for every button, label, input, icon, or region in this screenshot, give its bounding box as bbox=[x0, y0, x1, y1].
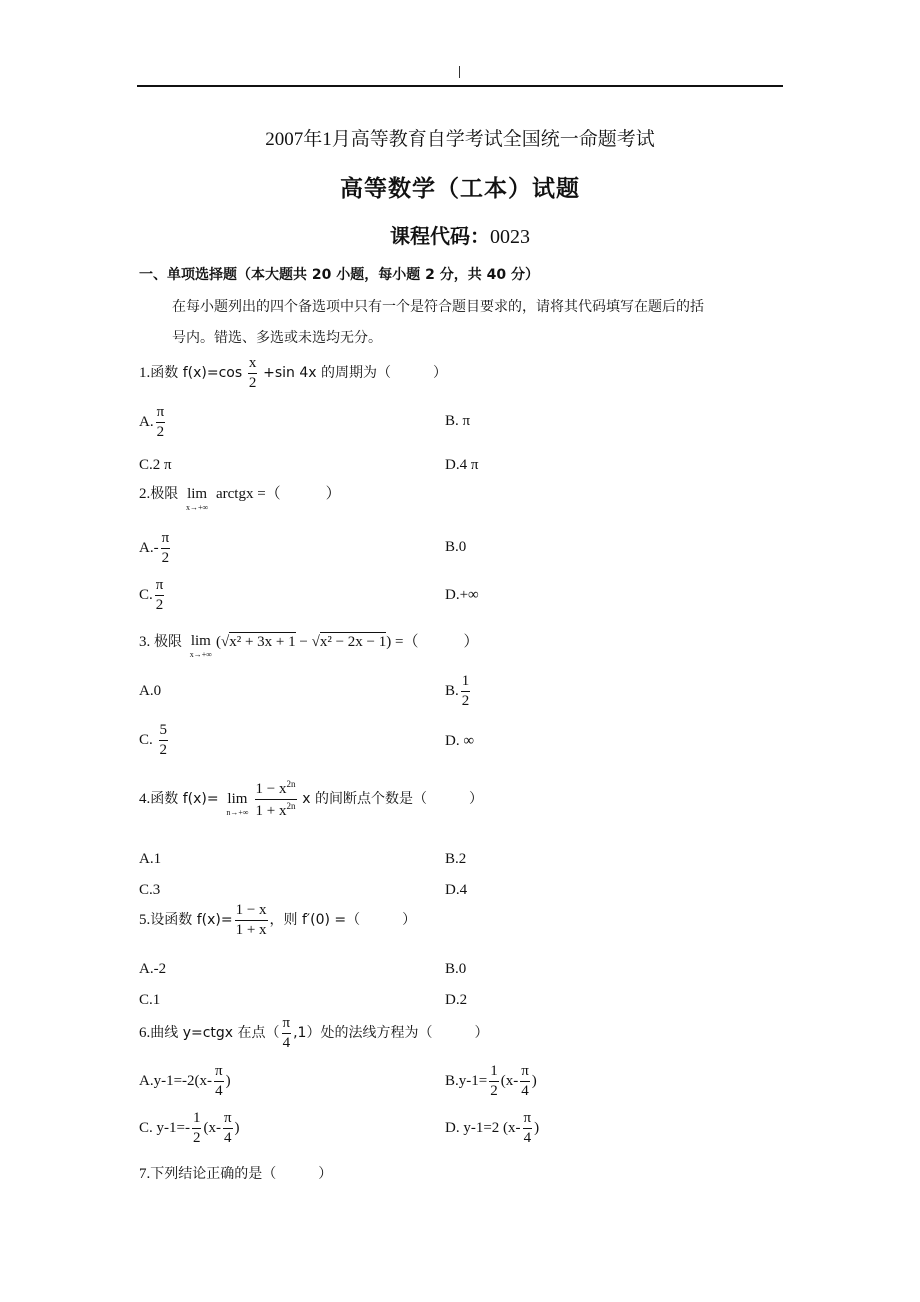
question-3-option-c: C. $\frac{5}{2}$ bbox=[139, 722, 168, 758]
question-4-option-c: C.3 bbox=[139, 882, 161, 898]
question-4-option-d: D.4 bbox=[445, 882, 468, 898]
section-title: 一、单项选择题（本大题共 20 小题，每小题 2 分，共 40 分） bbox=[139, 267, 539, 283]
exam-title: 2007年1月高等教育自学考试全国统一命题考试 bbox=[265, 129, 655, 150]
limit: lim x→+∞ bbox=[186, 486, 209, 512]
section-instruction-line1: 在每小题列出的四个备选项中只有一个是符合题目要求的，请将其代码填写在题后的括 bbox=[172, 299, 704, 315]
question-1-option-c: C.2 π bbox=[139, 457, 172, 473]
question-2-stem: 2.极限 lim x→+∞ arctgx =（ ） bbox=[139, 486, 341, 512]
limit: lim n→+∞ bbox=[226, 791, 249, 817]
question-2-option-b: B.0 bbox=[445, 539, 467, 555]
question-4-option-b: B.2 bbox=[445, 851, 467, 867]
question-6-stem: 6.曲线 y=ctgx 在点（ $\frac{\pi}{4}$ ,1）处的法线方程为（ ） bbox=[139, 1015, 489, 1051]
question-5-option-a: A.-2 bbox=[139, 961, 167, 977]
question-6-option-d: D. y-1=2 (x- $\frac{\pi}{4}$ ) bbox=[445, 1110, 540, 1146]
question-3-stem: 3. 极限 lim x→+∞ (√x² + 3x + 1 − √x² − 2x − 1) =（ ） bbox=[139, 633, 479, 659]
question-6-option-c: C. y-1=- $\frac{1}{2}$ (x- $\frac{\pi}{4}$ ) bbox=[139, 1110, 240, 1146]
question-3-option-d: D. ∞ bbox=[445, 733, 475, 749]
course-code bbox=[0, 220, 920, 249]
question-2-option-c: C. $\frac{\pi}{2}$ bbox=[139, 577, 164, 613]
question-6-option-a: A.y-1=-2(x- $\frac{\pi}{4}$ ) bbox=[139, 1063, 231, 1099]
question-5-option-c: C.1 bbox=[139, 992, 161, 1008]
question-6-option-b: B.y-1= $\frac{1}{2}$ (x- $\frac{\pi}{4}$ ) bbox=[445, 1063, 537, 1099]
question-5-stem: 5.设函数 f(x)= $\frac{1 - x}{1 + x}$ ，则 f′(0) =（ ） bbox=[139, 902, 417, 938]
question-1-stem: 1.函数 f(x)=cos $\frac{x}{2}$ +sin 4x 的周期为（ ） bbox=[139, 355, 448, 391]
question-7-stem: 7.下列结论正确的是（ ） bbox=[139, 1166, 333, 1182]
question-4-stem: 4.函数 f(x)= lim n→+∞ $\frac{1 - x^{2n}}{1 + x^{2n}}$ x 的间断点个数是（ ） bbox=[139, 779, 484, 819]
question-2-option-a: A.- $\frac{\pi}{2}$ bbox=[139, 530, 170, 566]
question-5-option-b: B.0 bbox=[445, 961, 467, 977]
section-instruction-line2: 号内。错选、多选或未选均无分。 bbox=[172, 330, 382, 346]
course-code-value: 0023 bbox=[490, 226, 530, 248]
limit: lim x→+∞ bbox=[189, 633, 212, 659]
question-1-option-a: A. $\frac{\pi}{2}$ bbox=[139, 404, 165, 440]
course-code-label: 课程代码： bbox=[390, 224, 490, 248]
header-rule bbox=[137, 85, 783, 87]
question-3-option-b: B. $\frac{1}{2}$ bbox=[445, 673, 470, 709]
question-4-option-a: A.1 bbox=[139, 851, 162, 867]
question-3-option-a: A.0 bbox=[139, 683, 162, 699]
header-mark bbox=[459, 66, 460, 78]
question-5-option-d: D.2 bbox=[445, 992, 468, 1008]
subject-title: 高等数学（工本）试题 bbox=[340, 176, 580, 202]
question-2-option-d: D.+∞ bbox=[445, 587, 479, 603]
question-1-option-d: D.4 π bbox=[445, 457, 479, 473]
fraction: $\frac{x}{2}$ bbox=[248, 355, 257, 391]
question-1-option-b: B. π bbox=[445, 413, 471, 429]
